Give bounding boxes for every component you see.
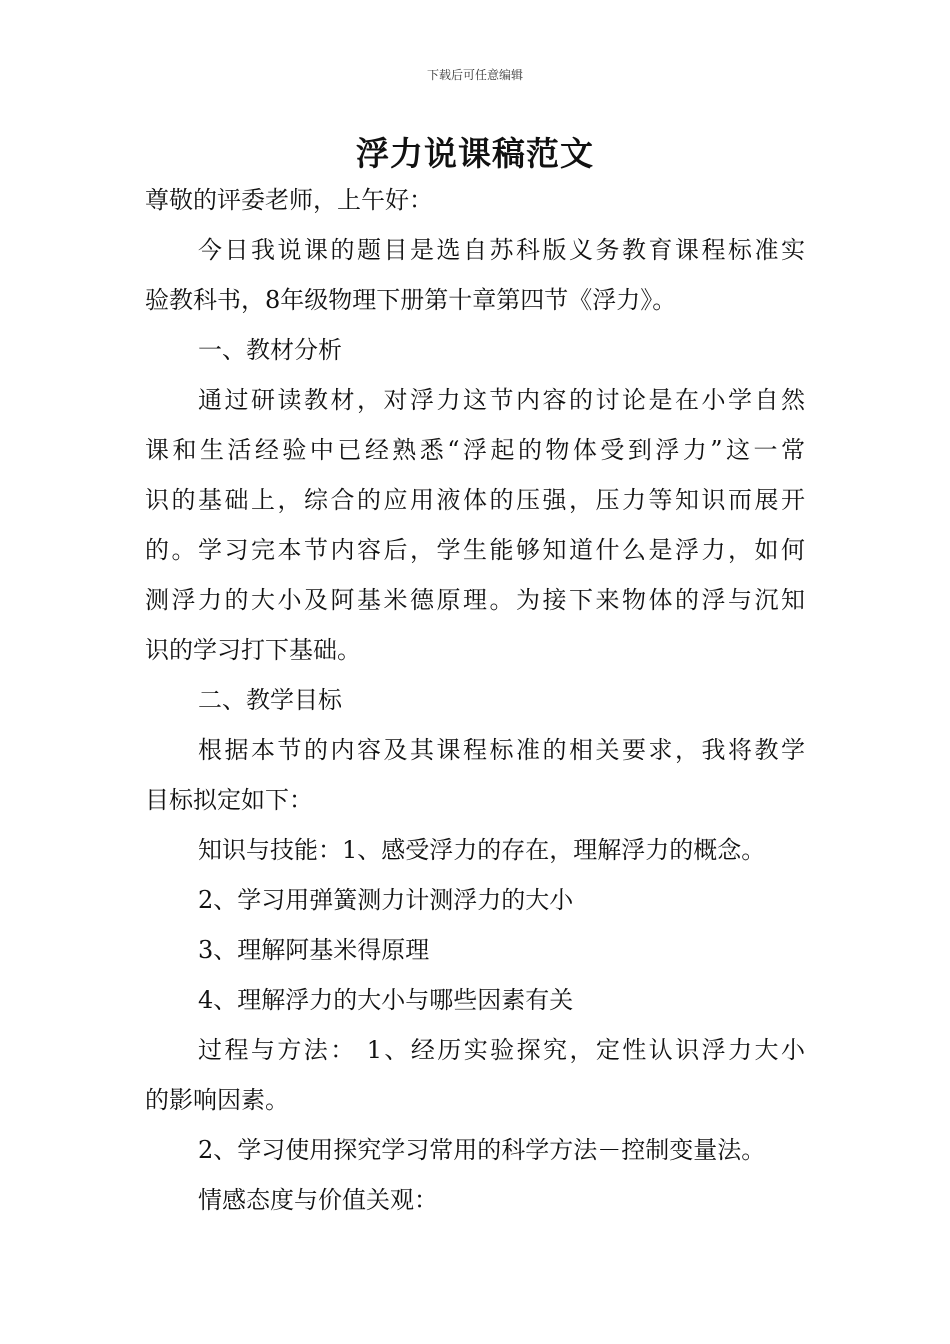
paragraph-line: 目标拟定如下：	[145, 786, 313, 814]
paragraph-line: 4、理解浮力的大小与哪些因素有关	[198, 986, 574, 1014]
paragraph-line: 根据本节的内容及其课程标准的相关要求，我将教学	[198, 736, 805, 764]
section-heading: 二、教学目标	[198, 686, 342, 714]
paragraph-line: 今日我说课的题目是选自苏科版义务教育课程标准实	[198, 236, 805, 264]
paragraph-line: 2、学习使用探究学习常用的科学方法－控制变量法。	[198, 1136, 766, 1164]
salutation-line: 尊敬的评委老师，上午好：	[145, 186, 433, 214]
header-note: 下载后可任意编辑	[426, 68, 523, 82]
paragraph-line: 过程与方法： 1、经历实验探究，定性认识浮力大小	[198, 1036, 805, 1064]
paragraph-line: 2、学习用弹簧测力计测浮力的大小	[198, 886, 574, 914]
section-heading: 一、教材分析	[198, 336, 342, 364]
paragraph-line: 的。学习完本节内容后，学生能够知道什么是浮力，如何	[145, 536, 805, 564]
document-title: 浮力说课稿范文	[356, 134, 594, 173]
paragraph-line: 通过研读教材，对浮力这节内容的讨论是在小学自然	[198, 386, 805, 414]
paragraph-line: 验教科书，8年级物理下册第十章第四节《浮力》。	[145, 286, 677, 314]
paragraph-line: 测浮力的大小及阿基米德原理。为接下来物体的浮与沉知	[145, 586, 805, 614]
paragraph-line: 情感态度与价值关观：	[198, 1186, 438, 1214]
paragraph-line: 课和生活经验中已经熟悉“浮起的物体受到浮力”这一常	[145, 436, 805, 464]
paragraph-line: 识的学习打下基础。	[145, 636, 361, 664]
paragraph-line: 知识与技能：1、感受浮力的存在，理解浮力的概念。	[198, 836, 766, 864]
paragraph-line: 3、理解阿基米得原理	[198, 936, 430, 964]
paragraph-line: 的影响因素。	[145, 1086, 289, 1114]
paragraph-line: 识的基础上，综合的应用液体的压强，压力等知识而展开	[145, 486, 805, 514]
